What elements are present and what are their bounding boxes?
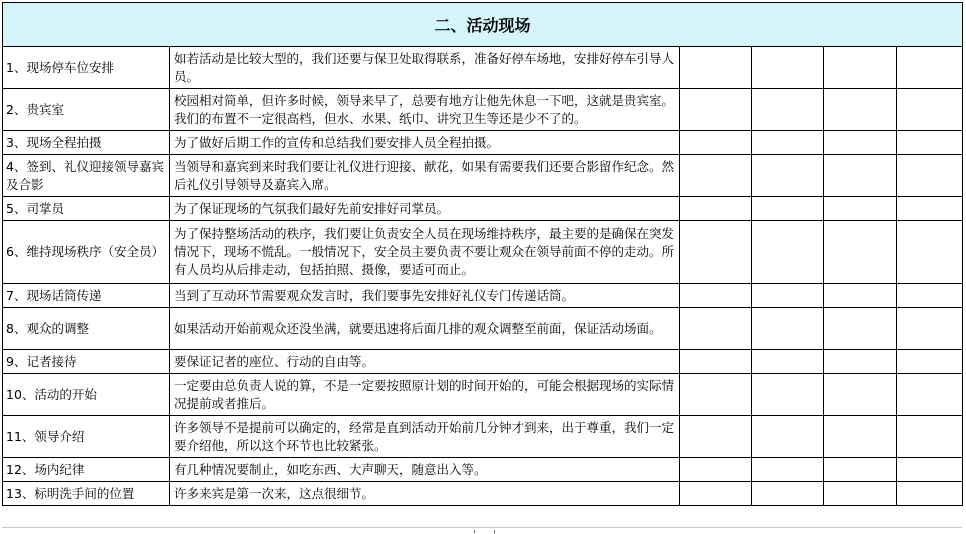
blank-cell[interactable]	[824, 197, 897, 221]
blank-cell[interactable]	[752, 284, 824, 308]
table-row	[3, 482, 963, 506]
description-cell[interactable]: 如若活动是比较大型的，我们还要与保卫处取得联系，准备好停车场地，安排好停车引导人员。	[170, 47, 680, 89]
table-row	[3, 308, 963, 350]
description-cell[interactable]: 许多领导不是提前可以确定的，经常是直到活动开始前几分钟才到来，出于尊重，我们一定要介绍他，所以这个环节也比较紧张。	[170, 416, 680, 458]
blank-cell[interactable]	[680, 416, 752, 458]
blank-cell[interactable]	[752, 308, 824, 350]
blank-cell[interactable]	[680, 155, 752, 197]
blank-cell[interactable]	[680, 221, 752, 284]
table-row	[3, 155, 963, 197]
blank-cell[interactable]	[824, 416, 897, 458]
description-cell[interactable]: 为了做好后期工作的宣传和总结我们要安排人员全程拍摄。	[170, 131, 680, 155]
blank-cell[interactable]	[752, 416, 824, 458]
description-cell[interactable]: 为了保证现场的气氛我们最好先前安排好司掌员。	[170, 197, 680, 221]
blank-cell[interactable]	[752, 197, 824, 221]
blank-cell[interactable]	[897, 284, 963, 308]
blank-cell[interactable]	[680, 374, 752, 416]
item-cell[interactable]: 8、观众的调整	[3, 308, 170, 350]
blank-cell[interactable]	[680, 308, 752, 350]
table-row	[3, 89, 963, 131]
blank-cell[interactable]	[897, 482, 963, 506]
blank-cell[interactable]	[680, 89, 752, 131]
blank-cell[interactable]	[824, 221, 897, 284]
blank-cell[interactable]	[752, 221, 824, 284]
item-cell[interactable]: 12、场内纪律	[3, 458, 170, 482]
table-row	[3, 416, 963, 458]
blank-cell[interactable]	[680, 131, 752, 155]
blank-cell[interactable]	[824, 350, 897, 374]
blank-cell[interactable]	[824, 131, 897, 155]
table-row	[3, 131, 963, 155]
blank-cell[interactable]	[752, 89, 824, 131]
blank-cell[interactable]	[824, 155, 897, 197]
table-row	[3, 458, 963, 482]
table-row	[3, 47, 963, 89]
item-cell[interactable]: 10、活动的开始	[3, 374, 170, 416]
blank-cell[interactable]	[897, 458, 963, 482]
description-cell[interactable]: 有几种情况要制止，如吃东西、大声聊天，随意出入等。	[170, 458, 680, 482]
description-cell[interactable]: 许多来宾是第一次来，这点很细节。	[170, 482, 680, 506]
blank-cell[interactable]	[824, 89, 897, 131]
blank-cell[interactable]	[752, 374, 824, 416]
description-cell[interactable]: 一定要由总负责人说的算，不是一定要按照原计划的时间开始的，可能会根据现场的实际情况提前或者推后。	[170, 374, 680, 416]
item-cell[interactable]: 5、司掌员	[3, 197, 170, 221]
item-cell[interactable]: 4、签到、礼仪迎接领导嘉宾及合影	[3, 155, 170, 197]
blank-cell[interactable]	[897, 416, 963, 458]
blank-cell[interactable]	[897, 47, 963, 89]
description-cell[interactable]: 当到了互动环节需要观众发言时，我们要事先安排好礼仪专门传递话筒。	[170, 284, 680, 308]
blank-cell[interactable]	[752, 131, 824, 155]
table-row	[3, 197, 963, 221]
blank-cell[interactable]	[824, 308, 897, 350]
blank-cell[interactable]	[752, 458, 824, 482]
blank-cell[interactable]	[897, 131, 963, 155]
blank-cell[interactable]	[752, 482, 824, 506]
blank-cell[interactable]	[897, 350, 963, 374]
blank-cell[interactable]	[680, 350, 752, 374]
item-cell[interactable]: 11、领导介绍	[3, 416, 170, 458]
blank-cell[interactable]	[680, 197, 752, 221]
table-row	[3, 350, 963, 374]
section-title[interactable]: 二、活动现场	[3, 3, 963, 47]
blank-cell[interactable]	[752, 350, 824, 374]
blank-cell[interactable]	[897, 374, 963, 416]
blank-cell[interactable]	[752, 47, 824, 89]
item-cell[interactable]: 9、记者接待	[3, 350, 170, 374]
blank-cell[interactable]	[897, 197, 963, 221]
blank-cell[interactable]	[824, 374, 897, 416]
blank-cell[interactable]	[680, 482, 752, 506]
blank-cell[interactable]	[680, 284, 752, 308]
item-cell[interactable]: 7、现场话筒传递	[3, 284, 170, 308]
item-cell[interactable]: 1、现场停车位安排	[3, 47, 170, 89]
blank-cell[interactable]	[752, 155, 824, 197]
activity-table	[2, 2, 963, 506]
blank-cell[interactable]	[897, 221, 963, 284]
title-row	[3, 3, 963, 47]
table-row	[3, 374, 963, 416]
table-row	[3, 284, 963, 308]
activity-sheet	[2, 2, 962, 506]
description-cell[interactable]: 当领导和嘉宾到来时我们要让礼仪进行迎接、献花，如果有需要我们还要合影留作纪念。然后礼仪引导领导及嘉宾入席。	[170, 155, 680, 197]
item-cell[interactable]: 13、标明洗手间的位置	[3, 482, 170, 506]
description-cell[interactable]: 校园相对简单，但许多时候，领导来早了，总要有地方让他先休息一下吧，这就是贵宾室。我们的布置不一定很高档，但水、水果、纸巾、讲究卫生等还是少不了的。	[170, 89, 680, 131]
description-cell[interactable]: 如果活动开始前观众还没坐满，就要迅速将后面几排的观众调整至前面，保证活动场面。	[170, 308, 680, 350]
blank-cell[interactable]	[824, 458, 897, 482]
blank-cell[interactable]	[824, 482, 897, 506]
blank-cell[interactable]	[897, 308, 963, 350]
item-cell[interactable]: 2、贵宾室	[3, 89, 170, 131]
item-cell[interactable]: 6、维持现场秩序（安全员）	[3, 221, 170, 284]
blank-cell[interactable]	[680, 458, 752, 482]
description-cell[interactable]: 为了保持整场活动的秩序，我们要让负责安全人员在现场维持秩序，最主要的是确保在突发情况下，现场不慌乱。一般情况下，安全员主要负责不要让观众在领导前面不停的走动。所有人员均从后排走动，包括拍照、摄像，要适可而止。	[170, 221, 680, 284]
blank-cell[interactable]	[824, 47, 897, 89]
blank-cell[interactable]	[680, 47, 752, 89]
blank-cell[interactable]	[897, 155, 963, 197]
blank-cell[interactable]	[897, 89, 963, 131]
description-cell[interactable]: 要保证记者的座位、行动的自由等。	[170, 350, 680, 374]
table-row	[3, 221, 963, 284]
blank-cell[interactable]	[824, 284, 897, 308]
item-cell[interactable]: 3、现场全程拍摄	[3, 131, 170, 155]
